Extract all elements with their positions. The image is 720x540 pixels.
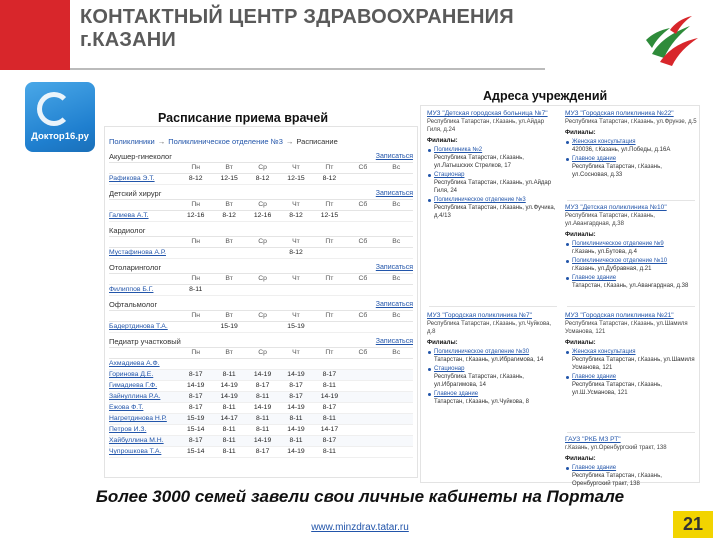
doctor-name-link[interactable]: Петров И.З. <box>109 426 147 433</box>
weekday-label: Ср <box>258 275 267 282</box>
weekday-label: Вт <box>225 312 233 319</box>
hours-cell: 15-14 <box>187 426 205 433</box>
branch-item <box>565 373 697 397</box>
weekday-label: Чт <box>292 164 300 171</box>
hours-cell: 14-19 <box>220 382 238 389</box>
branch-list <box>565 138 697 179</box>
branch-item <box>565 257 697 273</box>
institution-address: г.Казань, ул.Оренбургский тракт, 138 <box>565 445 667 451</box>
branch-list <box>565 464 697 488</box>
weekday-header-row <box>109 199 413 211</box>
branch-address: г.Казань, ул.Бутова, д.4 <box>572 249 637 255</box>
weekday-label: Ср <box>258 164 267 171</box>
doctor-name-link[interactable]: Мустафинова А.Р. <box>109 249 166 256</box>
department-header <box>109 299 413 310</box>
hours-cell: 8-11 <box>222 437 236 444</box>
branch-address: 420036, г.Казань, ул.Победы, д.16А <box>572 147 671 153</box>
hours-cell: 8-11 <box>222 404 236 411</box>
hours-cell: 8-11 <box>256 426 270 433</box>
addresses-screenshot-panel <box>420 105 700 487</box>
weekday-label: Пн <box>191 275 201 282</box>
appointment-link[interactable]: Записаться <box>375 264 413 271</box>
weekday-header-row <box>109 310 413 322</box>
hours-cell: 12-15 <box>287 175 305 182</box>
doctor-row <box>109 370 413 381</box>
card-divider <box>429 306 557 307</box>
hours-cell: 8-17 <box>322 404 337 411</box>
breadcrumb-item[interactable]: Поликлиническое отделение №3 <box>168 137 283 146</box>
hours-cell: 14-19 <box>253 437 272 444</box>
appointment-link[interactable]: Записаться <box>375 153 413 160</box>
doctor-name-link[interactable]: Хайбуллина М.Н. <box>109 437 164 444</box>
doctor16-app-tile[interactable] <box>25 82 95 152</box>
hours-cell: 14-19 <box>287 371 305 378</box>
institution-title-link[interactable]: МУЗ "Детская поликлиника №10" <box>565 204 667 211</box>
hours-cell: 12-15 <box>320 212 339 219</box>
weekday-label: Сб <box>358 312 368 319</box>
hours-cell: 8-11 <box>289 437 303 444</box>
doctor-row <box>109 403 413 414</box>
branch-list <box>565 348 697 397</box>
doctor-row <box>109 285 413 296</box>
weekday-label: Вс <box>392 201 401 208</box>
bottom-caption: Более 3000 семей завели свои личные кабинеты на Портале <box>95 487 625 506</box>
doctor-name-link[interactable]: Ежова Ф.Т. <box>109 404 144 411</box>
hours-cell: 14-19 <box>253 371 272 378</box>
weekday-label: Пт <box>325 312 334 319</box>
hours-cell: 8-12 <box>188 175 203 182</box>
breadcrumb <box>109 137 338 146</box>
branch-item <box>565 138 697 154</box>
weekday-label: Вс <box>392 349 401 356</box>
branch-item <box>565 348 697 372</box>
addresses-caption: Адреса учреждений <box>483 89 608 103</box>
weekday-label: Ср <box>258 201 267 208</box>
institution-address: Республика Татарстан, г.Казань, ул.Шамиля Усманова, 121 <box>565 321 688 335</box>
doctor-row <box>109 174 413 185</box>
weekday-label: Пн <box>191 349 201 356</box>
hours-cell: 8-11 <box>322 382 336 389</box>
weekday-label: Пн <box>191 201 201 208</box>
weekday-label: Сб <box>358 275 368 282</box>
hours-cell: 14-19 <box>187 382 205 389</box>
hours-cell: 15-19 <box>287 323 305 330</box>
weekday-label: Вс <box>392 238 401 245</box>
branch-item <box>565 274 697 290</box>
page-number-badge: 21 <box>673 511 713 538</box>
weekday-label: Чт <box>292 275 300 282</box>
page-title <box>80 6 514 52</box>
doctor-row <box>109 359 413 370</box>
branches-label: Филиалы: <box>565 456 596 462</box>
doctor-row <box>109 414 413 425</box>
hours-cell: 14-19 <box>287 448 305 455</box>
doctor16-logo-icon <box>37 92 71 126</box>
branch-item <box>565 155 697 179</box>
branch-address: Республика Татарстан, г.Казань, ул.Ибрагимова, 14 <box>434 374 524 388</box>
branch-item <box>427 365 559 389</box>
doctor-row <box>109 322 413 333</box>
weekday-label: Вс <box>392 312 401 319</box>
branch-address: Республика Татарстан, г.Казань, Оренбургский тракт, 138 <box>572 473 662 487</box>
department-name: Кардиолог <box>109 226 146 235</box>
institution-address: Республика Татарстан, г.Казань, ул.Авангардная, д.38 <box>565 213 655 227</box>
branch-name-link[interactable]: Главное здание <box>434 391 479 397</box>
institution-title-link[interactable]: МУЗ "Городская поликлиника №7" <box>427 312 532 319</box>
branch-name-link[interactable]: Главное здание <box>572 156 617 162</box>
weekday-label: Вс <box>392 275 401 282</box>
hours-cell: 8-17 <box>255 448 270 455</box>
branch-item <box>565 464 697 488</box>
branches-label: Филиалы: <box>565 340 596 346</box>
weekday-label: Пн <box>191 312 201 319</box>
breadcrumb-separator: → <box>157 137 166 146</box>
hours-cell: 8-11 <box>322 448 336 455</box>
header-divider <box>70 68 545 70</box>
weekday-label: Вт <box>225 164 233 171</box>
weekday-label: Ср <box>258 349 267 356</box>
page-title-line2: г.КАЗАНИ <box>80 29 176 51</box>
doctor-name-link[interactable]: Бадертдинова Т.А. <box>109 323 168 330</box>
branch-name-link[interactable]: Главное здание <box>572 465 617 471</box>
branch-address: Республика Татарстан, г.Казань, ул.Латышских Стрелков, 17 <box>434 155 524 169</box>
hours-cell: 15-14 <box>187 448 205 455</box>
tatarstan-flag-logo-icon <box>640 10 710 70</box>
schedule-department <box>109 262 413 296</box>
department-header <box>109 225 413 236</box>
schedule-department <box>109 151 413 185</box>
hours-cell: 14-17 <box>220 415 238 422</box>
schedule-caption: Расписание приема врачей <box>158 111 329 125</box>
hours-cell: 8-11 <box>289 415 303 422</box>
schedule-table <box>109 151 413 461</box>
weekday-label: Ср <box>258 312 267 319</box>
weekday-label: Вт <box>225 238 233 245</box>
weekday-label: Пт <box>325 349 334 356</box>
appointment-link[interactable]: Записаться <box>375 190 413 197</box>
institution-title-link[interactable]: ГАУЗ "РКБ МЗ РТ" <box>565 436 621 443</box>
branches-label: Филиалы: <box>427 340 458 346</box>
branch-name-link[interactable]: Поликлиническое отделение №10 <box>572 258 668 264</box>
doctor-name-link[interactable]: Филиппов Б.Г. <box>109 286 154 293</box>
branch-name-link[interactable]: Поликлиническое отделение №9 <box>572 241 664 247</box>
hours-cell: 8-12 <box>322 175 337 182</box>
department-header <box>109 151 413 162</box>
doctor16-label: Доктор16.ру <box>31 131 89 142</box>
weekday-header-row <box>109 236 413 248</box>
hours-cell: 8-11 <box>322 415 336 422</box>
branch-address: Республика Татарстан, г.Казань, ул.Сосновая, д.33 <box>572 164 662 178</box>
hours-cell: 8-17 <box>255 382 270 389</box>
hours-cell: 8-11 <box>222 448 236 455</box>
doctor-row <box>109 381 413 392</box>
hours-cell: 8-12 <box>255 175 270 182</box>
department-name: Детский хирург <box>109 189 162 198</box>
weekday-label: Вт <box>225 201 233 208</box>
branch-name-link[interactable]: Поликлиническое отделение №30 <box>434 349 530 355</box>
weekday-label: Вт <box>225 349 233 356</box>
doctor-name-link[interactable]: Ахмадиева А.Ф. <box>109 360 160 367</box>
address-card <box>427 312 559 407</box>
hours-cell: 8-12 <box>289 212 303 219</box>
branch-item <box>427 348 559 364</box>
institution-address: Республика Татарстан, г.Казань, ул.Айдар Гиля, д.24 <box>427 119 545 133</box>
weekday-label: Чт <box>292 349 300 356</box>
schedule-department <box>109 188 413 222</box>
weekday-label: Вт <box>225 275 233 282</box>
hours-cell: 8-12 <box>222 212 236 219</box>
weekday-header-row <box>109 347 413 359</box>
weekday-label: Вс <box>392 164 401 171</box>
hours-cell: 8-17 <box>188 371 203 378</box>
institution-title-link[interactable]: МУЗ "Детская городская больница №7" <box>427 110 548 117</box>
address-card <box>565 436 697 489</box>
hours-cell: 8-11 <box>256 393 270 400</box>
hours-cell: 8-11 <box>222 426 236 433</box>
institution-address: Республика Татарстан, г.Казань, ул.Чуйкова, д.8 <box>427 321 552 335</box>
hours-cell: 8-17 <box>188 393 203 400</box>
hours-cell: 15-19 <box>220 323 238 330</box>
hours-cell: 8-17 <box>188 404 203 411</box>
doctor-row <box>109 248 413 259</box>
weekday-label: Пн <box>191 164 201 171</box>
weekday-label: Пт <box>325 201 334 208</box>
weekday-label: Чт <box>292 238 300 245</box>
branch-address: Татарстан, г.Казань, ул.Чуйкова, 8 <box>434 399 529 405</box>
weekday-label: Сб <box>358 201 368 208</box>
page-title-line1: КОНТАКТНЫЙ ЦЕНТР ЗДРАВООХРАНЕНИЯ <box>80 6 514 28</box>
card-divider <box>567 200 695 201</box>
weekday-label: Сб <box>358 238 368 245</box>
branch-address: Республика Татарстан, г.Казань, ул.Айдар Гиля, 24 <box>434 180 552 194</box>
header-accent-block <box>0 0 70 70</box>
hours-cell: 8-12 <box>289 249 303 256</box>
weekday-header-row <box>109 162 413 174</box>
branch-list <box>565 240 697 290</box>
weekday-label: Чт <box>292 201 300 208</box>
branch-name-link[interactable]: Главное здание <box>572 374 617 380</box>
weekday-label: Пт <box>325 164 334 171</box>
branches-label: Филиалы: <box>565 232 596 238</box>
hours-cell: 14-19 <box>287 404 305 411</box>
hours-cell: 8-17 <box>188 437 203 444</box>
department-name: Отоларинголог <box>109 263 162 272</box>
hours-cell: 8-11 <box>189 286 203 293</box>
weekday-label: Пт <box>325 238 334 245</box>
branch-name-link[interactable]: Женская консультация <box>572 139 636 145</box>
card-divider <box>567 306 695 307</box>
address-card <box>565 204 697 291</box>
branch-item <box>427 171 559 195</box>
doctor-row <box>109 211 413 222</box>
branches-label: Филиалы: <box>427 138 458 144</box>
branch-address: г.Казань, ул.Дубравная, д.21 <box>572 266 652 272</box>
department-name: Педиатр участковый <box>109 337 181 346</box>
branch-name-link[interactable]: Главное здание <box>572 275 617 281</box>
appointment-link[interactable]: Записаться <box>375 301 413 308</box>
weekday-label: Пт <box>325 275 334 282</box>
doctor-row <box>109 392 413 403</box>
branch-name-link[interactable]: Стационар <box>434 172 465 178</box>
institution-address: Республика Татарстан, г.Казань, ул.Фрунзе, д.5 <box>565 119 697 125</box>
doctor-name-link[interactable]: Гимадиева Г.Ф. <box>109 382 158 389</box>
branch-address: Татарстан, г.Казань, ул.Авангардная, д.38 <box>572 283 689 289</box>
branch-list <box>427 348 559 406</box>
branch-name-link[interactable]: Поликлиника №2 <box>434 147 483 153</box>
schedule-department <box>109 336 413 458</box>
doctor-row <box>109 425 413 436</box>
hours-cell: 8-17 <box>289 393 303 400</box>
weekday-header-row <box>109 273 413 285</box>
branch-address: Татарстан, г.Казань, ул.Ибрагимова, 14 <box>434 357 544 363</box>
hours-cell: 8-17 <box>289 382 303 389</box>
doctor-name-link[interactable]: Рафикова Э.Т. <box>109 175 155 182</box>
doctor-name-link[interactable]: Нагретдинова Н.Р. <box>109 415 167 422</box>
schedule-department <box>109 225 413 259</box>
branch-address: Республика Татарстан, г.Казань, ул.Фучика, д.4/13 <box>434 205 556 219</box>
card-divider <box>567 432 695 433</box>
institution-title-link[interactable]: МУЗ "Городская поликлиника №21" <box>565 312 674 319</box>
weekday-label: Сб <box>358 164 368 171</box>
weekday-label: Пн <box>191 238 201 245</box>
branch-address: Республика Татарстан, г.Казань, ул.Шамиля Усманова, 121 <box>572 357 695 371</box>
branch-address: Республика Татарстан, г.Казань, ул.Ш.Усманова, 121 <box>572 382 662 396</box>
branch-name-link[interactable]: Стационар <box>434 366 465 372</box>
branch-name-link[interactable]: Женская консультация <box>572 349 636 355</box>
doctor-row <box>109 436 413 447</box>
breadcrumb-separator: → <box>285 137 294 146</box>
hours-cell: 8-17 <box>322 437 337 444</box>
weekday-label: Ср <box>258 238 267 245</box>
branch-item <box>565 240 697 256</box>
hours-cell: 14-19 <box>320 393 339 400</box>
footer-url-link[interactable]: www.minzdrav.tatar.ru <box>311 522 409 533</box>
branches-label: Филиалы: <box>565 130 596 136</box>
hours-cell: 8-11 <box>256 415 270 422</box>
doctor-row <box>109 447 413 458</box>
weekday-label: Чт <box>292 312 300 319</box>
schedule-screenshot-panel <box>104 126 418 478</box>
hours-cell: 12-15 <box>220 175 238 182</box>
appointment-link[interactable]: Записаться <box>375 338 413 345</box>
address-card <box>565 110 697 180</box>
hours-cell: 15-19 <box>187 415 205 422</box>
breadcrumb-current: Расписание <box>296 137 338 146</box>
department-header <box>109 262 413 273</box>
institution-title-link[interactable]: МУЗ "Городская поликлиника №22" <box>565 110 674 117</box>
department-header <box>109 188 413 199</box>
department-name: Офтальмолог <box>109 300 158 309</box>
hours-cell: 14-19 <box>253 404 272 411</box>
doctor-name-link[interactable]: Чупрошкова Т.А. <box>109 448 162 455</box>
doctor-name-link[interactable]: Галиева А.Т. <box>109 212 149 219</box>
address-card <box>427 110 559 221</box>
hours-cell: 12-16 <box>187 212 205 219</box>
branch-item <box>427 196 559 220</box>
department-header <box>109 336 413 347</box>
breadcrumb-item[interactable]: Поликлиники <box>109 137 155 146</box>
doctor-name-link[interactable]: Горинова Д.Е. <box>109 371 154 378</box>
hours-cell: 12-16 <box>253 212 272 219</box>
weekday-label: Сб <box>358 349 368 356</box>
hours-cell: 8-11 <box>222 371 236 378</box>
department-name: Акушер-гинеколог <box>109 152 172 161</box>
address-card <box>565 312 697 398</box>
hours-cell: 8-17 <box>322 371 337 378</box>
branch-item <box>427 390 559 406</box>
branch-item <box>427 146 559 170</box>
doctor-name-link[interactable]: Зайнуллина Р.А. <box>109 393 161 400</box>
hours-cell: 14-19 <box>220 393 238 400</box>
schedule-department <box>109 299 413 333</box>
branch-list <box>427 146 559 220</box>
branch-name-link[interactable]: Поликлиническое отделение №3 <box>434 197 526 203</box>
hours-cell: 14-19 <box>287 426 305 433</box>
hours-cell: 14-17 <box>320 426 339 433</box>
